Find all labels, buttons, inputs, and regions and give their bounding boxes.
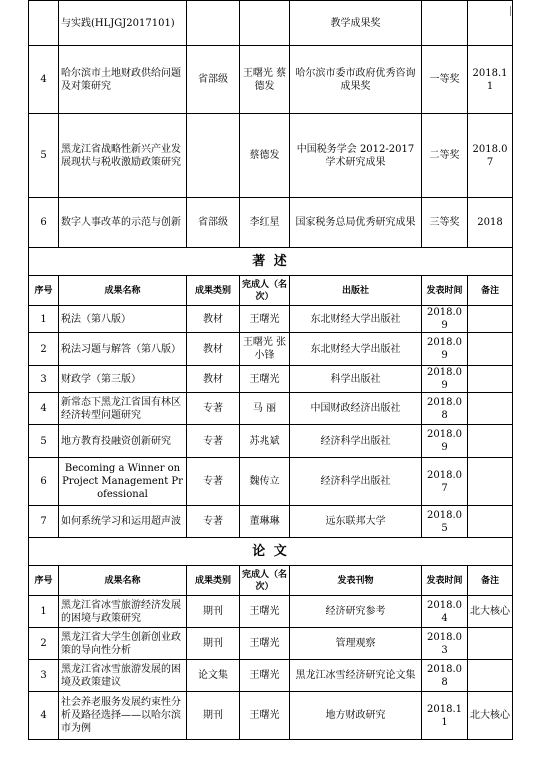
row-number: 5	[29, 425, 59, 458]
award-row	[29, 114, 513, 198]
achievement-level: 省部级	[187, 46, 240, 114]
book-type: 专著	[187, 425, 240, 458]
book-type: 教材	[187, 333, 240, 366]
book-note	[468, 393, 513, 425]
table-row	[29, 333, 513, 366]
header-note: 备注	[468, 276, 513, 306]
book-person: 王曙光	[240, 366, 290, 393]
table-header-row	[29, 566, 513, 596]
award-date: 2018.11	[468, 46, 513, 114]
paper-person: 王曙光	[240, 596, 290, 628]
book-type: 教材	[187, 306, 240, 333]
book-type: 专著	[187, 506, 240, 538]
row-number: 1	[29, 596, 59, 628]
book-name: Becoming a Winner on Project Management Professional	[59, 458, 187, 506]
row-number: 3	[29, 366, 59, 393]
row-number: 3	[29, 660, 59, 692]
award-date: 2018.07	[468, 114, 513, 198]
book-publisher: 中国财政经济出版社	[290, 393, 422, 425]
paper-name: 黑龙江省冰雪旅游经济发展的困境与政策研究	[59, 596, 187, 628]
paper-type: 期刊	[187, 692, 240, 740]
section-title-books: 著 述	[29, 248, 513, 276]
header-number: 序号	[29, 566, 59, 596]
paper-journal: 经济研究参考	[290, 596, 422, 628]
row-number: 4	[29, 393, 59, 425]
header-person: 完成人（名次）	[240, 566, 290, 596]
book-person: 董琳琳	[240, 506, 290, 538]
header-person: 完成人（名次）	[240, 276, 290, 306]
row-number: 6	[29, 198, 59, 248]
book-date: 2018.09	[422, 306, 468, 333]
paper-note: 北大核心	[468, 596, 513, 628]
achievement-person	[240, 1, 290, 46]
book-publisher: 经济科学出版社	[290, 458, 422, 506]
award-row	[29, 198, 513, 248]
achievement-level: 省部级	[187, 198, 240, 248]
header-note: 备注	[468, 566, 513, 596]
book-note	[468, 333, 513, 366]
achievement-person: 李红星	[240, 198, 290, 248]
award-row	[29, 46, 513, 114]
header-type: 成果类别	[187, 566, 240, 596]
paper-name: 黑龙江省大学生创新创业政策的导向性分析	[59, 628, 187, 660]
table-row	[29, 306, 513, 333]
table-row	[29, 425, 513, 458]
achievement-level	[187, 1, 240, 46]
book-name: 如何系统学习和运用超声波	[59, 506, 187, 538]
header-date: 发表时间	[422, 566, 468, 596]
award-name: 国家税务总局优秀研究成果	[290, 198, 422, 248]
book-type: 专著	[187, 458, 240, 506]
paper-date: 2018.11	[422, 692, 468, 740]
header-name: 成果名称	[59, 566, 187, 596]
row-number: 4	[29, 692, 59, 740]
book-date: 2018.07	[422, 458, 468, 506]
book-publisher: 科学出版社	[290, 366, 422, 393]
header-journal: 发表刊物	[290, 566, 422, 596]
book-type: 教材	[187, 366, 240, 393]
award-grade	[422, 1, 468, 46]
paper-journal: 地方财政研究	[290, 692, 422, 740]
book-name: 地方教育投融资创新研究	[59, 425, 187, 458]
book-note	[468, 458, 513, 506]
book-person: 王曙光 张小锋	[240, 333, 290, 366]
book-name: 新常态下黑龙江省国有林区经济转型问题研究	[59, 393, 187, 425]
header-date: 发表时间	[422, 276, 468, 306]
achievement-person: 王曙光 蔡德发	[240, 46, 290, 114]
achievement-level	[187, 114, 240, 198]
table-row	[29, 458, 513, 506]
paper-date: 2018.03	[422, 628, 468, 660]
row-number: 5	[29, 114, 59, 198]
section-title-papers: 论 文	[29, 538, 513, 566]
table-row	[29, 393, 513, 425]
table-row	[29, 628, 513, 660]
achievement-person: 蔡德发	[240, 114, 290, 198]
header-publisher: 出版社	[290, 276, 422, 306]
book-publisher: 经济科学出版社	[290, 425, 422, 458]
row-number: 2	[29, 628, 59, 660]
header-type: 成果类别	[187, 276, 240, 306]
row-number: 7	[29, 506, 59, 538]
table-row	[29, 506, 513, 538]
book-note	[468, 425, 513, 458]
book-date: 2018.09	[422, 366, 468, 393]
award-row	[29, 1, 513, 46]
book-person: 苏兆斌	[240, 425, 290, 458]
paper-note	[468, 660, 513, 692]
table-row	[29, 660, 513, 692]
row-number: 6	[29, 458, 59, 506]
paper-note	[468, 628, 513, 660]
paper-type: 论文集	[187, 660, 240, 692]
paper-date: 2018.04	[422, 596, 468, 628]
book-date: 2018.08	[422, 393, 468, 425]
section-title-row	[29, 538, 513, 566]
row-number	[29, 1, 59, 46]
paper-date: 2018.08	[422, 660, 468, 692]
book-name: 财政学（第三版）	[59, 366, 187, 393]
achievement-name: 数字人事改革的示范与创新	[59, 198, 187, 248]
award-date	[468, 1, 513, 46]
row-number: 1	[29, 306, 59, 333]
header-number: 序号	[29, 276, 59, 306]
book-publisher: 东北财经大学出版社	[290, 333, 422, 366]
paper-person: 王曙光	[240, 692, 290, 740]
book-type: 专著	[187, 393, 240, 425]
book-date: 2018.05	[422, 506, 468, 538]
achievement-name: 哈尔滨市土地财政供给问题及对策研究	[59, 46, 187, 114]
book-note	[468, 506, 513, 538]
achievements-table	[28, 0, 513, 740]
table-row	[29, 692, 513, 740]
paper-note: 北大核心	[468, 692, 513, 740]
award-grade: 一等奖	[422, 46, 468, 114]
table-row	[29, 366, 513, 393]
paper-name: 黑龙江省冰雪旅游发展的困境及政策建议	[59, 660, 187, 692]
paper-type: 期刊	[187, 596, 240, 628]
paper-journal: 黑龙江冰雪经济研究论文集	[290, 660, 422, 692]
award-name: 教学成果奖	[290, 1, 422, 46]
table-header-row	[29, 276, 513, 306]
paper-journal: 管理观察	[290, 628, 422, 660]
section-title-row	[29, 248, 513, 276]
award-name: 中国税务学会 2012-2017学术研究成果	[290, 114, 422, 198]
book-name: 税法（第八版）	[59, 306, 187, 333]
book-publisher: 远东联邦大学	[290, 506, 422, 538]
book-person: 魏传立	[240, 458, 290, 506]
table-row	[29, 596, 513, 628]
row-number: 2	[29, 333, 59, 366]
award-date: 2018	[468, 198, 513, 248]
achievement-name: 与实践(HLJGJ2017101)	[59, 1, 187, 46]
book-note	[468, 366, 513, 393]
achievement-name: 黑龙江省战略性新兴产业发展现状与税收激励政策研究	[59, 114, 187, 198]
award-name: 哈尔滨市委市政府优秀咨询成果奖	[290, 46, 422, 114]
book-person: 马 丽	[240, 393, 290, 425]
book-date: 2018.09	[422, 425, 468, 458]
paper-name: 社会养老服务发展约束性分析及路径选择——以哈尔滨市为例	[59, 692, 187, 740]
paper-person: 王曙光	[240, 660, 290, 692]
paper-person: 王曙光	[240, 628, 290, 660]
award-grade: 二等奖	[422, 114, 468, 198]
paper-type: 期刊	[187, 628, 240, 660]
book-note	[468, 306, 513, 333]
book-name: 税法习题与解答（第八版）	[59, 333, 187, 366]
book-date: 2018.09	[422, 333, 468, 366]
header-name: 成果名称	[59, 276, 187, 306]
book-person: 王曙光	[240, 306, 290, 333]
book-publisher: 东北财经大学出版社	[290, 306, 422, 333]
award-grade: 三等奖	[422, 198, 468, 248]
row-number: 4	[29, 46, 59, 114]
